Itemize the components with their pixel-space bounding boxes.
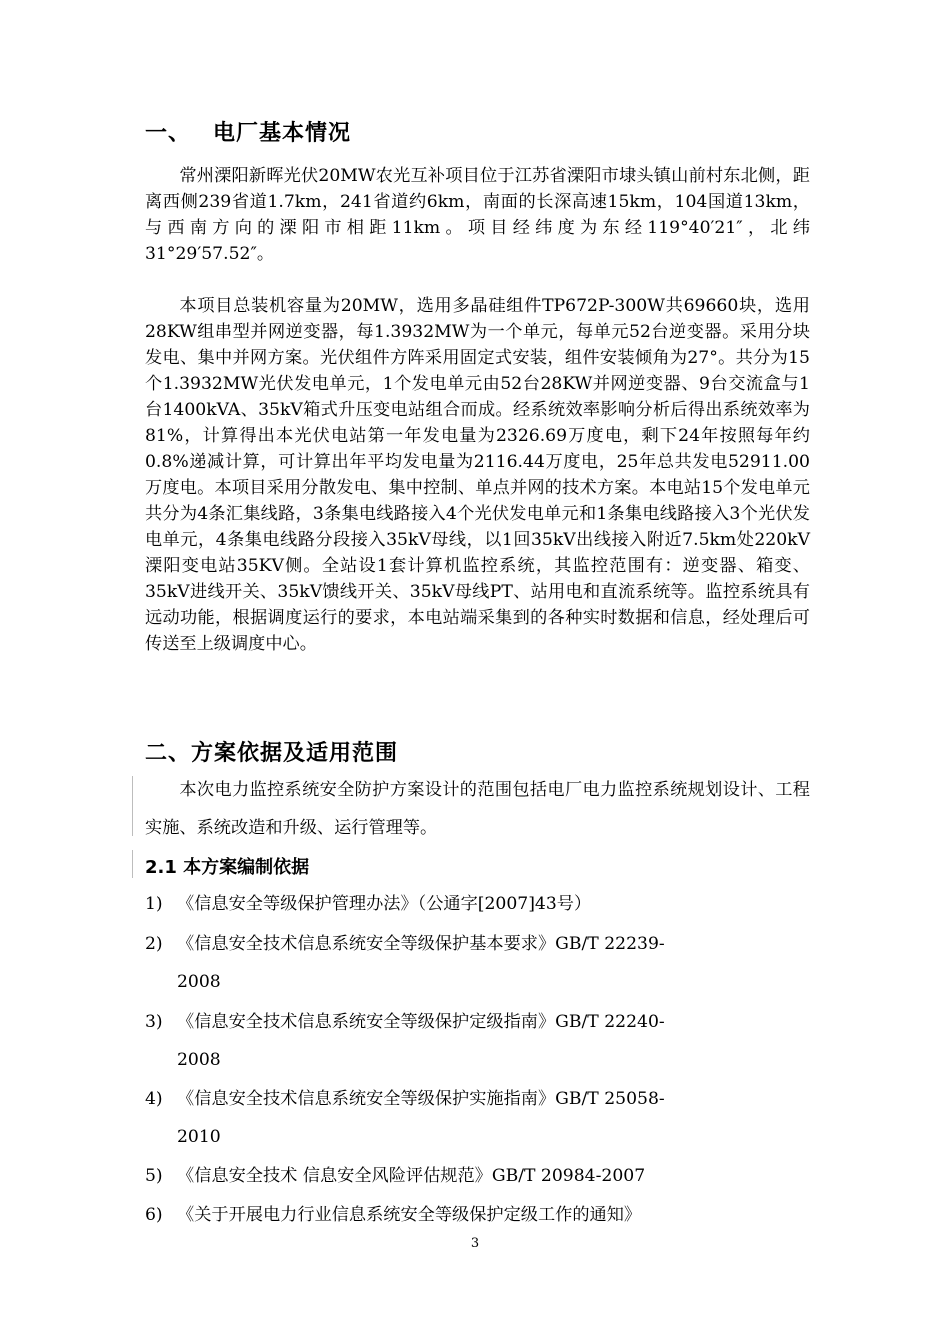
section-2-heading: 二、方案依据及适用范围 [145, 741, 399, 766]
list-number: 4) [145, 1089, 163, 1109]
section-2-paragraph-1: 本次电力监控系统安全防护方案设计的范围包括电厂电力监控系统规划设计、工程实施、系统改造和升级、运行管理等。 [145, 780, 810, 838]
reference-title: 《信息安全技术信息系统安全等级保护基本要求》GB/T 22239- [177, 934, 665, 954]
list-number: 6) [145, 1205, 163, 1225]
section-1-number: 一、 [145, 121, 192, 146]
revision-marker [132, 850, 133, 878]
list-number: 1) [145, 894, 163, 914]
page-number: 3 [470, 1236, 480, 1251]
reference-list-item [145, 1196, 810, 1234]
reference-list-item [145, 1080, 810, 1156]
reference-title-continuation: 2008 [177, 1050, 221, 1070]
reference-list-item [145, 885, 810, 923]
list-number: 3) [145, 1012, 163, 1032]
reference-title-continuation: 2008 [177, 972, 221, 992]
reference-title: 《信息安全技术 信息安全风险评估规范》GB/T 20984-2007 [177, 1166, 646, 1186]
revision-marker [132, 776, 133, 836]
reference-list-item [145, 1157, 810, 1195]
reference-list-item [145, 925, 810, 1001]
reference-title: 《信息安全等级保护管理办法》（公通字[2007]43号） [177, 894, 592, 914]
section-1-title: 电厂基本情况 [213, 121, 352, 146]
reference-title-continuation: 2010 [177, 1127, 221, 1147]
reference-title: 《关于开展电力行业信息系统安全等级保护定级工作的通知》 [177, 1205, 642, 1225]
section-1-paragraph-2: 本项目总装机容量为20MW，选用多晶硅组件TP672P-300W共69660块，选用28KW组串型并网逆变器，每1.3932MW为一个单元，每单元52台逆变器。采用分块发电、集中并网方案。光伏组件方阵采用固定式安装，组件安装倾角为27°。共分为15个1.3932MW光伏发电单元，1个发电单元由52台28KW并网逆变器、9台交流盒与1台1400kVA、35kV箱式升压变电站组合而成。经系统效率影响分析后得出系统效率为81%，计算得出本光伏电站第一年发电量为2326.69万度电，剩下24年按照每年约0.8%递减计算，可计算出年平均发电量为2116.44万度电，25年总共发电52911.00万度电。本项目采用分散发电、集中控制、单点并网的技术方案。本电站15个发电单元共分为4条汇集线路，3条集电线路接入4个光伏发电单元和1条集电线路接入3个光伏发电单元，4条集电线路分段接入35kV母线，以1回35kV出线接入附近7.5km处220kV溧阳变电站35KV侧。全站设1套计算机监控系统，其监控范围有：逆变器、箱变、35kV进线开关、35kV馈线开关、35kV母线PT、站用电和直流系统等。监控系统具有远动功能，根据调度运行的要求，本电站端采集到的各种实时数据和信息，经处理后可传送至上级调度中心。 [145, 296, 810, 654]
section-1-heading [145, 116, 351, 147]
list-number: 2) [145, 934, 163, 954]
subsection-2-1-heading: 2.1 本方案编制依据 [145, 857, 310, 878]
reference-list-item [145, 1003, 810, 1079]
reference-title: 《信息安全技术信息系统安全等级保护定级指南》GB/T 22240- [177, 1012, 665, 1032]
reference-title: 《信息安全技术信息系统安全等级保护实施指南》GB/T 25058- [177, 1089, 665, 1109]
section-1-paragraph-1: 常州溧阳新晖光伏20MW农光互补项目位于江苏省溧阳市埭头镇山前村东北侧，距离西侧239省道1.7km，241省道约6km，南面的长深高速15km，104国道13km，与西南方向的溧阳市相距11km。项目经纬度为东经119°40′21″，北纬31°29′57.52″。 [145, 166, 810, 264]
list-number: 5) [145, 1166, 163, 1186]
